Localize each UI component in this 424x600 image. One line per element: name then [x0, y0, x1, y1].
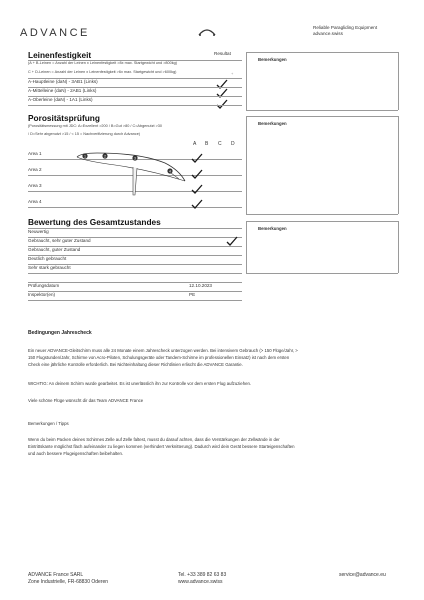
conditions-important: WICHTIG: An deinem Schirm wurde gearbeitet. Es ist unerlässlich ihn zur Kontrolle vor dem ersten Flug aufzuziehen. [28, 381, 252, 386]
inspection-date-label: Prüfungsdatum [28, 283, 60, 288]
remarks-header-overall: Bemerkungen [258, 226, 287, 231]
tagline-line-2: advance.swiss [313, 31, 343, 36]
condition-option-good: Gebraucht, guter Zustand [28, 247, 81, 252]
conditions-title: Bedingungen Jahrescheck [28, 330, 92, 336]
line-row-a-middle: A-Mittelleine (daN) - 2AB1 (Links) [28, 88, 97, 93]
check-icon [216, 85, 228, 95]
grade-col-c: C [218, 141, 222, 147]
header-tagline [313, 25, 377, 37]
condition-option-very-worn: Sehr stark gebraucht [28, 265, 71, 270]
line-row-a-upper: A-Oberleine (daN) - 1A1 (Links) [28, 97, 93, 102]
check-icon [191, 166, 203, 176]
porosity-desc-2: / D=Sehr abgenutzt >15 / < 15 = Nachverifizierung durch Advance) [28, 132, 141, 136]
marker-1-label: 1 [84, 154, 86, 159]
tagline-line-1: Reliable Paragliding Equipment [313, 25, 378, 30]
conditions-paragraph-1 [28, 347, 400, 368]
footer-web: www.advance.swiss [178, 579, 223, 585]
area-label-3: Area 3 [28, 183, 42, 188]
footer-contact-block [178, 572, 226, 586]
tips-line-2: Eintrittskante möglichst flach aufeinander zu liegen kommen (verhindert Verknitterung). Dadurch wird dein Gerät bessere Starteigenschaften [28, 444, 295, 449]
inspector-value: PE [189, 292, 196, 297]
area-label-1: Area 1 [28, 151, 42, 156]
conditions-p1-line-1: Ein neuer ADVANCE-Gleitschirm muss alle 24 Monate einem Jahrescheck unterzogen werden. Bei intensivem Gebrauch (> 150 Flüge/Jahr, > [28, 348, 298, 353]
grade-col-b: B [205, 141, 209, 147]
marker-3-label: 3 [134, 156, 136, 161]
conditions-greeting: Viele schöne Flüge wünscht dir das Team ADVANCE France [28, 398, 144, 403]
advance-logo-icon [197, 27, 217, 37]
condition-option-very-good: Gebraucht, sehr guter Zustand [28, 238, 91, 243]
footer-address: Zone Industrielle, FR-68830 Oderen [28, 579, 109, 585]
condition-option-new: Neuwertig [28, 229, 49, 234]
check-icon [191, 181, 203, 191]
section-title-porosity: Porositätsprüfung [28, 113, 100, 123]
footer-phone: Tel. +33 389 82 63 83 [178, 572, 227, 578]
grade-col-a: A [193, 141, 197, 147]
tips-line-1: Wenn du beim Packen deines Schirmes Zelle auf Zelle faltest, musst du darauf achten, dass die Verstärkungen der Zellwände in der [28, 437, 280, 442]
area-label-4: Area 4 [28, 199, 42, 204]
grade-col-d: D [231, 141, 235, 147]
marker-2-label: 2 [104, 154, 106, 159]
inspection-date-value: 12.10.2023 [189, 283, 212, 288]
inspector-label: Inspektor(en) [28, 292, 56, 297]
wing-profile-diagram [75, 143, 187, 199]
marker-4-label: 4 [169, 169, 171, 174]
remarks-tips-title: Bemerkungen / Tipps [28, 421, 69, 426]
tips-line-3: und auch bessere Flugeigenschaften beibehalten. [28, 451, 124, 456]
porosity-desc-1: (Porositätsmessung mit JDC: A=Exzellent >200 / B=Gut >80 / C=Abgenutzt >30 [28, 124, 163, 128]
condition-option-worn: Deutlich gebraucht [28, 256, 67, 261]
remarks-header-line-strength: Bemerkungen [258, 57, 287, 62]
line-row-a-main: A-Hauptleine (daN) - 3AB1 (Links) [28, 79, 98, 84]
remarks-header-porosity: Bemerkungen [258, 121, 287, 126]
conditions-p1-line-2: 150 Flugstunden/Jahr, Schirme von Acro-Piloten, Schulungsgeräte oder Tandem-Schirme im professionellen Einsatz) ist nach dem ersten [28, 355, 290, 360]
tips-paragraph [28, 436, 400, 457]
footer-email: service@advance.eu [339, 572, 386, 578]
section-title-overall: Bewertung des Gesamtzustandes [28, 217, 161, 227]
check-icon [226, 233, 238, 243]
footer-company: ADVANCE France SARL [28, 572, 84, 578]
conditions-p1-line-3: Check eine jährliche Kontrolle erforderlich. Bei Nichteinhaltung dieser Richtlinien erlischt die ADVANCE Garantie. [28, 362, 243, 367]
footer-company-block [28, 572, 108, 586]
formula-cd: C + D-Leinen = Anzahl der Leinen x Leinenfestigkeit >6x max. Startgewicht und >600kg) [28, 70, 177, 74]
formula-ab: (A + B-Leinen = Anzahl der Leinen x Leinenfestigkeit >8x max. Startgewicht und >800kg) [28, 61, 178, 65]
brand-logo-text: ADVANCE [20, 27, 90, 39]
section-title-line-strength: Leinenfestigkeit [28, 50, 92, 60]
check-icon [191, 196, 203, 206]
check-icon [191, 150, 203, 160]
area-label-2: Area 2 [28, 167, 42, 172]
result-header: Resultat [214, 51, 231, 56]
